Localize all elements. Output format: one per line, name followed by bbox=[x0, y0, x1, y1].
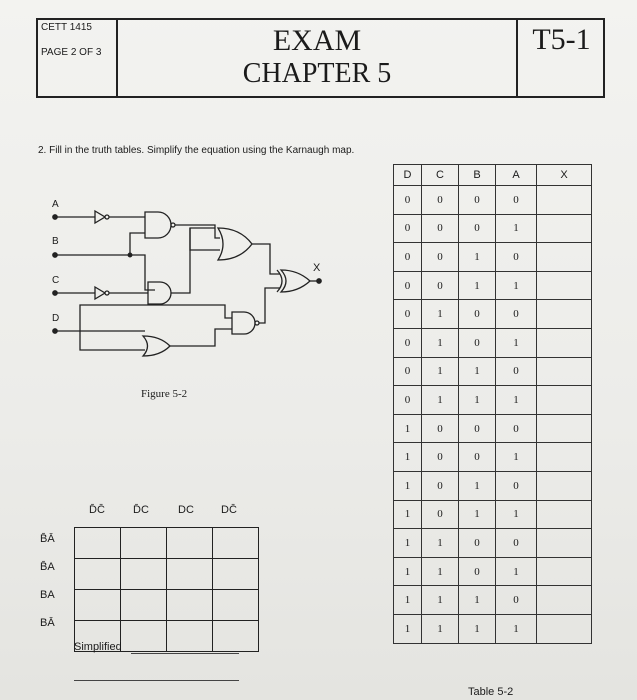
cell-d: 0 bbox=[394, 214, 422, 243]
cell-b: 0 bbox=[459, 328, 496, 357]
cell-a: 1 bbox=[496, 443, 537, 472]
truth-table-header bbox=[394, 165, 592, 186]
cell-c: 0 bbox=[422, 243, 459, 272]
cell-c: 0 bbox=[422, 214, 459, 243]
cell-c: 1 bbox=[422, 357, 459, 386]
header-c: C bbox=[422, 165, 459, 186]
cell-d: 1 bbox=[394, 414, 422, 443]
cell-a: 1 bbox=[496, 614, 537, 643]
cell-a: 0 bbox=[496, 471, 537, 500]
cell-x-blank[interactable] bbox=[537, 243, 592, 272]
cell-x-blank[interactable] bbox=[537, 500, 592, 529]
kmap-row-header: B̄A bbox=[40, 561, 55, 573]
table-row bbox=[394, 357, 592, 386]
xor-gate-back bbox=[277, 270, 282, 292]
cell-x-blank[interactable] bbox=[537, 300, 592, 329]
cell-b: 0 bbox=[459, 529, 496, 558]
input-d-label: D bbox=[52, 313, 60, 324]
cell-d: 0 bbox=[394, 271, 422, 300]
kmap-cell[interactable] bbox=[75, 590, 121, 621]
cell-c: 1 bbox=[422, 557, 459, 586]
cell-c: 0 bbox=[422, 186, 459, 215]
cell-d: 0 bbox=[394, 300, 422, 329]
cell-d: 1 bbox=[394, 614, 422, 643]
kmap-row-header: BA bbox=[40, 589, 55, 601]
kmap-row-header: BĀ bbox=[40, 617, 55, 629]
cell-x-blank[interactable] bbox=[537, 614, 592, 643]
cell-c: 0 bbox=[422, 271, 459, 300]
simplified-answer-line[interactable] bbox=[131, 653, 239, 654]
table-row bbox=[394, 328, 592, 357]
kmap-col-header: DC̄ bbox=[221, 504, 237, 516]
cell-x-blank[interactable] bbox=[537, 471, 592, 500]
cell-x-blank[interactable] bbox=[537, 271, 592, 300]
header-a: A bbox=[496, 165, 537, 186]
cell-b: 1 bbox=[459, 357, 496, 386]
chapter-title: CHAPTER 5 bbox=[242, 58, 392, 89]
cell-c: 1 bbox=[422, 614, 459, 643]
cell-b: 0 bbox=[459, 186, 496, 215]
table-row bbox=[394, 614, 592, 643]
cell-b: 1 bbox=[459, 471, 496, 500]
table-row bbox=[394, 243, 592, 272]
table-row bbox=[394, 443, 592, 472]
cell-b: 0 bbox=[459, 214, 496, 243]
simplified-answer-line-2[interactable] bbox=[74, 680, 239, 681]
cell-a: 0 bbox=[496, 300, 537, 329]
kmap-cell[interactable] bbox=[167, 559, 213, 590]
cell-a: 0 bbox=[496, 529, 537, 558]
page-number: PAGE 2 OF 3 bbox=[41, 47, 102, 58]
kmap-cell[interactable] bbox=[121, 528, 167, 559]
kmap-cell[interactable] bbox=[213, 590, 259, 621]
cell-a: 0 bbox=[496, 586, 537, 615]
nand-gate-4 bbox=[232, 312, 255, 334]
table-row bbox=[394, 414, 592, 443]
nand-gate-1 bbox=[145, 212, 171, 238]
cell-a: 0 bbox=[496, 243, 537, 272]
cell-b: 1 bbox=[459, 243, 496, 272]
cell-a: 0 bbox=[496, 186, 537, 215]
kmap-cell[interactable] bbox=[213, 559, 259, 590]
kmap-cell[interactable] bbox=[213, 528, 259, 559]
cell-d: 1 bbox=[394, 471, 422, 500]
cell-a: 1 bbox=[496, 214, 537, 243]
course-code: CETT 1415 bbox=[41, 22, 92, 33]
cell-b: 1 bbox=[459, 614, 496, 643]
cell-x-blank[interactable] bbox=[537, 443, 592, 472]
exam-title: EXAM bbox=[272, 24, 362, 57]
table-row bbox=[394, 300, 592, 329]
inverter-c bbox=[95, 287, 105, 299]
cell-d: 0 bbox=[394, 386, 422, 415]
cell-x-blank[interactable] bbox=[537, 414, 592, 443]
figure-caption: Figure 5-2 bbox=[141, 388, 188, 400]
cell-a: 1 bbox=[496, 328, 537, 357]
kmap-row-header: B̄Ā bbox=[40, 533, 55, 545]
cell-d: 1 bbox=[394, 500, 422, 529]
cell-b: 0 bbox=[459, 443, 496, 472]
kmap-cell[interactable] bbox=[121, 559, 167, 590]
table-row bbox=[394, 271, 592, 300]
kmap-cell[interactable] bbox=[213, 621, 259, 652]
kmap-col-header: DC bbox=[178, 504, 194, 516]
cell-c: 1 bbox=[422, 529, 459, 558]
simplified-label: Simplified bbox=[74, 641, 122, 653]
kmap-cell[interactable] bbox=[75, 528, 121, 559]
input-c-label: C bbox=[52, 275, 60, 286]
table-row bbox=[394, 529, 592, 558]
cell-c: 1 bbox=[422, 300, 459, 329]
cell-d: 1 bbox=[394, 586, 422, 615]
xor-gate-out bbox=[281, 270, 310, 292]
cell-d: 0 bbox=[394, 357, 422, 386]
cell-x-blank[interactable] bbox=[537, 186, 592, 215]
cell-b: 1 bbox=[459, 500, 496, 529]
cell-x-blank[interactable] bbox=[537, 386, 592, 415]
cell-a: 0 bbox=[496, 357, 537, 386]
table-caption: Table 5-2 bbox=[468, 686, 514, 698]
cell-c: 0 bbox=[422, 414, 459, 443]
cell-x-blank[interactable] bbox=[537, 357, 592, 386]
cell-a: 0 bbox=[496, 414, 537, 443]
cell-b: 0 bbox=[459, 557, 496, 586]
table-row bbox=[394, 500, 592, 529]
cell-a: 1 bbox=[496, 386, 537, 415]
cell-d: 1 bbox=[394, 557, 422, 586]
and-gate-2 bbox=[148, 282, 171, 304]
or-gate-5 bbox=[143, 336, 170, 356]
cell-a: 1 bbox=[496, 500, 537, 529]
kmap-cell[interactable] bbox=[75, 559, 121, 590]
output-x-label: X bbox=[313, 262, 321, 274]
cell-d: 0 bbox=[394, 186, 422, 215]
cell-x-blank[interactable] bbox=[537, 529, 592, 558]
cell-c: 1 bbox=[422, 328, 459, 357]
table-row bbox=[394, 586, 592, 615]
table-row bbox=[394, 471, 592, 500]
kmap-col-header: D̄C̄ bbox=[89, 504, 105, 516]
input-a-label: A bbox=[52, 199, 59, 210]
table-row bbox=[394, 186, 592, 215]
truth-table bbox=[393, 164, 592, 644]
cell-a: 1 bbox=[496, 271, 537, 300]
cell-d: 0 bbox=[394, 243, 422, 272]
cell-c: 0 bbox=[422, 443, 459, 472]
cell-c: 0 bbox=[422, 471, 459, 500]
inverter-a bbox=[95, 211, 105, 223]
cell-b: 1 bbox=[459, 386, 496, 415]
cell-x-blank[interactable] bbox=[537, 214, 592, 243]
kmap-col-header: D̄C bbox=[133, 504, 149, 516]
cell-x-blank[interactable] bbox=[537, 328, 592, 357]
header-x: X bbox=[537, 165, 592, 186]
cell-b: 0 bbox=[459, 300, 496, 329]
or-gate-3 bbox=[218, 228, 252, 260]
cell-c: 0 bbox=[422, 500, 459, 529]
header-b: B bbox=[459, 165, 496, 186]
kmap-cell[interactable] bbox=[121, 621, 167, 652]
kmap-cell[interactable] bbox=[121, 590, 167, 621]
exam-code: T5-1 bbox=[516, 20, 605, 96]
table-row bbox=[394, 386, 592, 415]
cell-b: 0 bbox=[459, 414, 496, 443]
cell-c: 1 bbox=[422, 386, 459, 415]
kmap-cell[interactable] bbox=[167, 621, 213, 652]
cell-d: 1 bbox=[394, 529, 422, 558]
cell-c: 1 bbox=[422, 586, 459, 615]
cell-b: 1 bbox=[459, 586, 496, 615]
kmap-cell[interactable] bbox=[167, 590, 213, 621]
cell-x-blank[interactable] bbox=[537, 586, 592, 615]
table-row bbox=[394, 557, 592, 586]
table-row bbox=[394, 214, 592, 243]
cell-d: 1 bbox=[394, 443, 422, 472]
kmap-cell[interactable] bbox=[167, 528, 213, 559]
input-b-label: B bbox=[52, 236, 59, 247]
question-text: 2. Fill in the truth tables. Simplify the equation using the Karnaugh map. bbox=[38, 145, 355, 156]
cell-b: 1 bbox=[459, 271, 496, 300]
cell-a: 1 bbox=[496, 557, 537, 586]
header-d: D bbox=[394, 165, 422, 186]
cell-x-blank[interactable] bbox=[537, 557, 592, 586]
cell-d: 0 bbox=[394, 328, 422, 357]
karnaugh-map bbox=[74, 527, 259, 652]
